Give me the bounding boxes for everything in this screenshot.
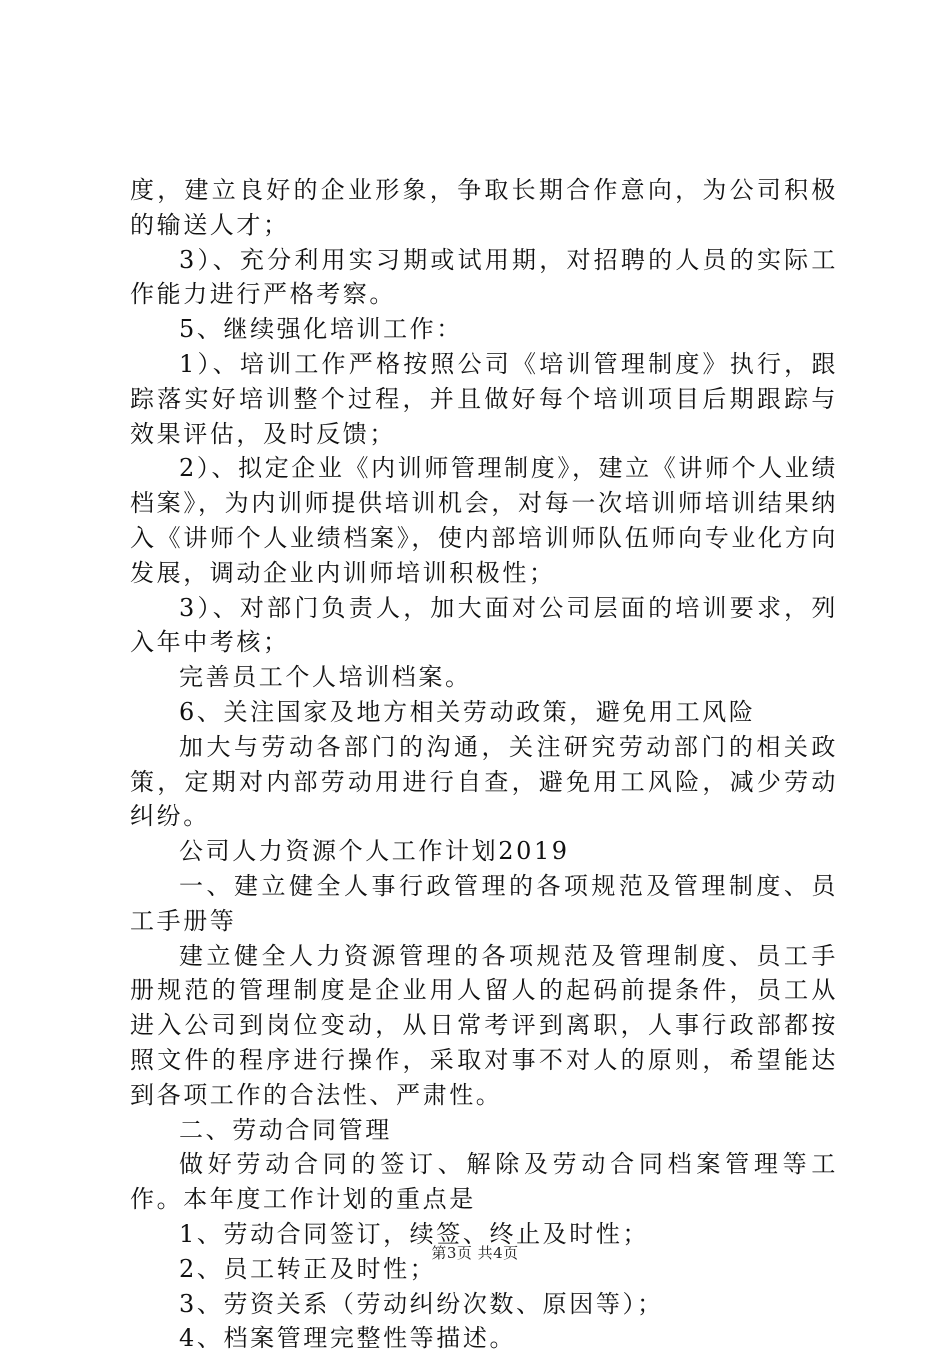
document-body — [130, 173, 838, 1356]
paragraph: 5、继续强化培训工作： — [179, 315, 463, 344]
paragraph: 公司人力资源个人工作计划2019 — [179, 837, 570, 866]
paragraph: 度，建立良好的企业形象，争取长期合作意向，为公司积极的输送人才； — [130, 176, 838, 239]
page-footer: 第3页 共4页 — [431, 1244, 519, 1262]
paragraph: 3）、充分利用实习期或试用期，对招聘的人员的实际工作能力进行严格考察。 — [130, 245, 838, 309]
paragraph: 完善员工个人培训档案。 — [179, 663, 472, 692]
paragraph: 4、档案管理完整性等描述。 — [179, 1324, 517, 1353]
paragraph: 2）、拟定企业《内训师管理制度》，建立《讲师个人业绩档案》，为内训师提供培训机会，对每一次培训师培训结果纳入《讲师个人业绩档案》，使内部培训师队伍师向专业化方向发展，调动企业内训师培训积极性； — [130, 454, 838, 587]
paragraph: 3、劳资关系（劳动纠纷次数、原因等）； — [179, 1289, 664, 1318]
paragraph: 1）、培训工作严格按照公司《培训管理制度》执行，跟踪落实好培训整个过程，并且做好每个培训项目后期跟踪与效果评估，及时反馈； — [130, 349, 838, 448]
paragraph: 做好劳动合同的签订、解除及劳动合同档案管理等工作。本年度工作计划的重点是 — [130, 1150, 838, 1214]
paragraph: 加大与劳动各部门的沟通，关注研究劳动部门的相关政策，定期对内部劳动用进行自查，避免用工风险，减少劳动纠纷。 — [130, 732, 838, 831]
paragraph: 3）、对部门负责人，加大面对公司层面的培训要求，列入年中考核； — [130, 593, 838, 657]
paragraph: 6、关注国家及地方相关劳动政策，避免用工风险 — [179, 697, 756, 726]
paragraph: 一、建立健全人事行政管理的各项规范及管理制度、员工手册等 — [130, 871, 838, 935]
paragraph: 二、劳动合同管理 — [179, 1115, 392, 1144]
paragraph: 建立健全人力资源管理的各项规范及管理制度、员工手册规范的管理制度是企业用人留人的起码前提条件，员工从进入公司到岗位变动，从日常考评到离职，人事行政部都按照文件的程序进行操作，采取对事不对人的原则，希望能达到各项工作的合法性、严肃性。 — [130, 941, 838, 1109]
paragraph: 2、员工转正及时性； — [179, 1254, 437, 1283]
paragraph: 1、劳动合同签订，续签、终止及时性； — [179, 1219, 650, 1248]
